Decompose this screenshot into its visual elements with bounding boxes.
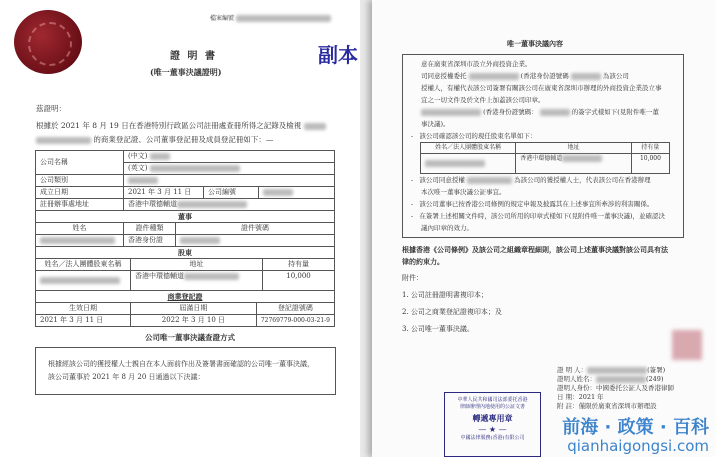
copy-mark: 副本 [318, 43, 358, 67]
resolution-box: 意在廣東省深圳市設立外商投資企業。 司同意授權委托 (香港身份證號碼 為該公司 授權人，有權代表該公司簽署有關該公司在廣東省深圳市辦理的外商投資企業設立事 宜之一切文件及於文件上加蓋該公司印章。 (香港身份證號碼： 的簽字式樣如下(見附件唯一董 事決議)。 - 該公司確認該公司的現任股東名單如下： 姓名／法人團體股東名稱 地址 持有量 香港中環德輔道 10,000 - 該公司同意授權 為該公司的獲授權人士，代表該公司在香港辦理 本次唯一董事決議公証事宜。 - 該公司董事已按香港公司條例的規定申報及披露其在上述事宜所牽涉的利害關係。 - 在簽署上述相關文件時，該公司所用的印章式樣如下(見附件唯一董事決議)，並確認決 議內印章的效力。 [402, 54, 684, 238]
certify-label: 茲證明： [36, 104, 66, 113]
label: 公司名稱 [36, 151, 124, 175]
watermark: 前海 · 政策 · 百科 qianhaigongsi.com [562, 417, 709, 455]
directors-table: 董事 姓名 證件種類 證件號碼 香港身份證 [35, 210, 335, 247]
file-number [210, 14, 331, 24]
wax-seal-icon [14, 10, 82, 74]
attachment-item: 3. 公司唯一董事決議。 [402, 325, 474, 333]
transfer-stamp: 中華人民共和國司法部委托香港 律師辦理內地使用的公証文書 轉遞專用章 — ★ — 中國法律服務(香港)有限公司 [444, 392, 541, 457]
attachment-item: 1. 公司註冊證明書複印本； [402, 291, 488, 299]
business-registration-table: 商業登記證 生效日期 屆滿日期 登記證號碼 2021 年 3 月 11 日 2022 年 3 月 10 日 72769779-000-03-21-9 [35, 290, 335, 327]
intro-line-1: 根據於 2021 年 8 月 19 日在香港特別行政區公司註冊處查冊所得之記錄及檢視 [36, 121, 326, 131]
seal-stamp-redacted [672, 330, 702, 360]
verify-title: 公司唯一董事決議查證方式 [145, 333, 235, 342]
shareholders-table: 股東 姓名／法人團體股東名稱 地址 持有量 香港中環德輔道 10,000 [35, 246, 335, 291]
doc-title: 證 明 書 [170, 51, 217, 62]
right-page [372, 0, 715, 457]
verify-box: 根據經該公司的獲授權人士親自在本人面前作出及簽署書面確認的公司唯一董事決議， 該公司董事於 2021 年 8 月 20 日通過以下決議： [35, 347, 336, 395]
left-tables [35, 150, 335, 395]
attachments-label: 附件： [402, 274, 423, 282]
shareholder-list-table: 姓名／法人團體股東名稱 地址 持有量 香港中環德輔道 10,000 [420, 142, 670, 174]
doc-subtitle: (唯一董事決議證明) [150, 67, 222, 77]
intro-line-2: 的商業登記證、公司董事登記冊及成員登記冊如下：— [36, 135, 273, 145]
resolution-title: 唯一董事決議內容 [507, 39, 563, 48]
signature-block: 證 明 人： (簽署) 證明人姓名： (249) 證明人身份：中國委托公証人及香港律師 日 期：2021 年 附 註：僅限於廣東省深圳市辦理設 [557, 366, 674, 410]
redacted [236, 15, 331, 22]
attachment-item: 2. 公司之商業登記證複印本；及 [402, 308, 502, 316]
right-content [402, 38, 684, 335]
file-number-label: 檔案編號 [210, 15, 235, 22]
company-table: 公司名稱 (中文) (英文) 公司類別 成立日期 2021 年 3 月 11 日 公司編號 註冊辦事處地址 香港中環德輔道 [35, 150, 335, 211]
law-line-2: 律的約束力。 [402, 257, 444, 266]
law-line-1: 根據香港《公司條例》及該公司之組織章程細則，該公司上述董事決議對該公司具有法 [402, 245, 668, 254]
